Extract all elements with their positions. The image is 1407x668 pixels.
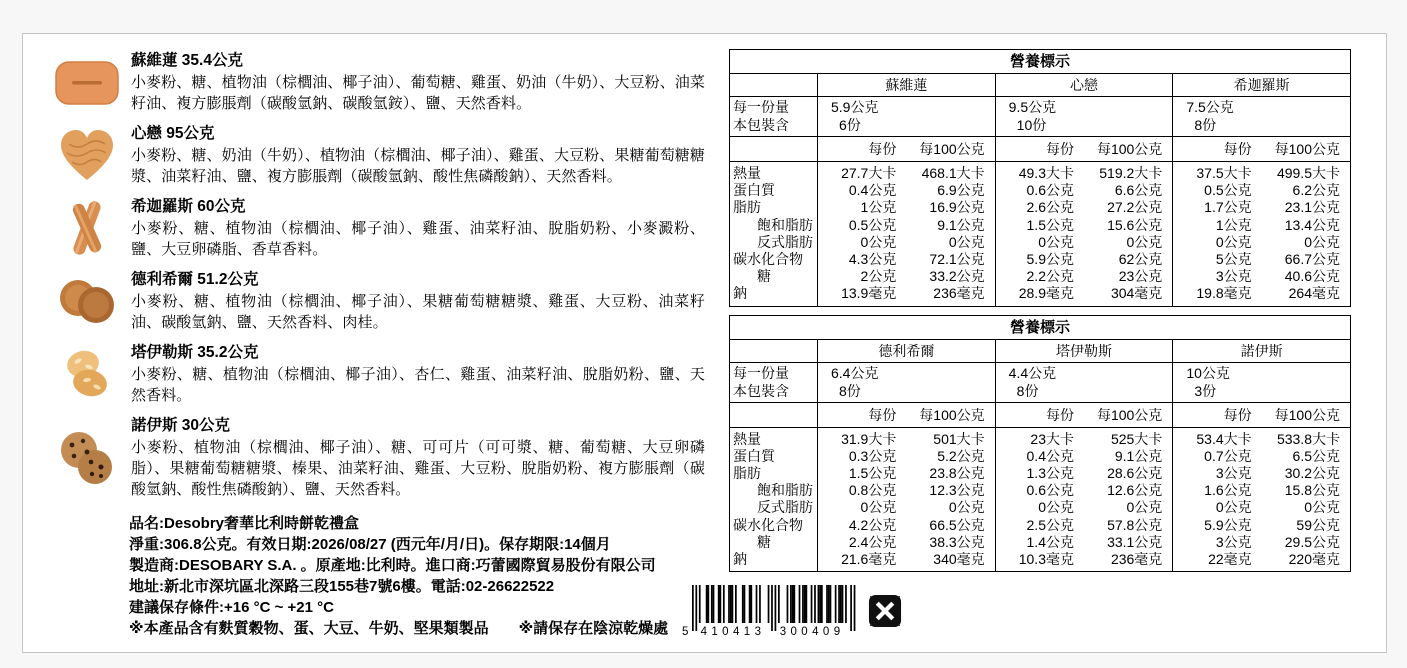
servings-count: 8份 [1194, 117, 1217, 133]
product-column-header: 諾伊斯 [1173, 339, 1351, 362]
nutrient-row [730, 162, 1351, 183]
nutrient-value: 0.6公克 [995, 482, 1084, 499]
serving-size-value: 6.4公克 [831, 364, 879, 381]
nutrient-value: 0.8公克 [818, 482, 907, 499]
product-name: 心戀 95公克 [131, 125, 215, 142]
package-contains-label: 本包裝含 [733, 382, 789, 399]
nutrient-value: 1公克 [1173, 217, 1262, 234]
product-info-line: 品名:Desobry奢華比利時餅乾禮盒 [129, 515, 360, 532]
nutrient-label: 反式脂肪 [757, 499, 813, 516]
nutrient-value: 0公克 [1173, 234, 1262, 251]
nutrient-label: 蛋白質 [733, 182, 775, 199]
nutrient-value: 38.3公克 [929, 533, 985, 550]
nutrient-label: 糖 [757, 533, 771, 550]
nutrient-value: 468.1大卡 [921, 165, 985, 181]
nutrient-value: 33.1公克 [1107, 533, 1163, 550]
nutrient-value: 22毫克 [1173, 551, 1262, 572]
round-cookies-image [45, 274, 129, 328]
product-info-line: 建議保存條件:+16 °C ~ +21 °C [129, 599, 334, 616]
product-text [129, 123, 705, 187]
empty-cell [730, 339, 818, 362]
product-column-header: 心戀 [995, 74, 1173, 97]
nutrient-value: 2.4公克 [818, 534, 907, 551]
wafer-rolls-image [45, 197, 129, 259]
product-info-line: 製造商:DESOBARY S.A. 。原產地:比利時。進口商:巧蕾國際貿易股份有限公司 [129, 557, 656, 574]
nutrient-value: 340毫克 [933, 551, 985, 568]
label-card [22, 33, 1387, 653]
nutrition-table-2 [729, 315, 1351, 573]
nutrient-label: 鈉 [733, 285, 747, 302]
serving-size-value: 4.4公克 [1008, 364, 1057, 381]
nutrient-value: 236毫克 [933, 285, 985, 302]
barcode-area [681, 585, 902, 637]
nutrient-label: 熱量 [733, 165, 761, 181]
nutrient-label: 脂肪 [733, 465, 761, 482]
nutrient-value: 15.8公克 [1284, 482, 1340, 499]
product-block [45, 196, 705, 260]
product-info-block [129, 513, 705, 639]
serving-size-value: 9.5公克 [1008, 99, 1057, 115]
barcode-digits: 300409 [779, 626, 845, 637]
nutrient-value: 3公克 [1173, 534, 1262, 551]
nutrient-value: 1.4公克 [995, 534, 1084, 551]
nutrient-value: 27.2公克 [1107, 199, 1163, 216]
nutrient-value: 1公克 [818, 199, 907, 216]
nutrient-row [730, 534, 1351, 551]
product-text [129, 342, 705, 406]
nutrient-value: 1.5公克 [818, 465, 907, 482]
nutrient-row [730, 448, 1351, 465]
nutrient-value: 0公克 [1304, 233, 1340, 250]
nutrient-value: 27.7大卡 [818, 162, 907, 183]
product-block [45, 415, 705, 500]
nutrient-value: 23.8公克 [929, 465, 985, 482]
serving-info [818, 97, 996, 137]
empty-cell [730, 74, 818, 97]
product-text [129, 415, 705, 500]
serving-info [818, 362, 996, 402]
nutrient-row [730, 285, 1351, 306]
per-100g-header: 每100公克 [906, 402, 995, 427]
product-column-header: 蘇維蓮 [818, 74, 996, 97]
nutrition-column [729, 49, 1351, 580]
nutrient-value: 220毫克 [1288, 551, 1340, 568]
nutrient-value: 33.2公克 [929, 268, 985, 285]
nutrient-value: 0.4公克 [818, 182, 907, 199]
product-ingredients: 小麥粉、糖、植物油（棕櫚油、椰子油）、葡萄糖、雞蛋、奶油（牛奶）、大豆粉、油菜籽油、複方膨脹劑（碳酸氫鈉、碳酸氫銨）、鹽、天然香料。 [131, 74, 705, 112]
serving-size-label: 每一份量 [733, 99, 789, 115]
serving-size-value: 7.5公克 [1186, 99, 1234, 115]
nutrient-value: 2公克 [818, 268, 907, 285]
nutrient-value: 2.6公克 [995, 199, 1084, 216]
nutrient-value: 1.7公克 [1173, 199, 1262, 216]
per-100g-header: 每100公克 [1084, 137, 1173, 162]
nutrient-value: 40.6公克 [1284, 268, 1340, 285]
nutrition-table-1 [729, 49, 1351, 307]
serving-info [1173, 97, 1351, 137]
per-serving-header: 每份 [995, 137, 1084, 162]
table-title: 營養標示 [730, 50, 1351, 74]
nutrient-value: 28.9毫克 [995, 285, 1084, 306]
product-name: 希迦羅斯 60公克 [131, 198, 246, 215]
per-serving-header: 每份 [818, 137, 907, 162]
serving-row-label [730, 97, 818, 137]
product-name: 蘇維蓮 35.4公克 [131, 52, 243, 69]
nutrient-value: 236毫克 [1110, 551, 1163, 568]
serving-info [995, 362, 1173, 402]
nutrient-value: 59公克 [1296, 516, 1340, 533]
product-ingredients: 小麥粉、植物油（棕櫚油、椰子油）、糖、可可片（可可漿、糖、葡萄糖、大豆卵磷脂）、果糖葡萄糖糖漿、榛果、油菜籽油、雞蛋、大豆粉、脫脂奶粉、複方膨脹劑（碳酸氫鈉、酸性焦磷酸鈉）、鹽、天然香料。 [131, 439, 705, 498]
package-contains-label: 本包裝含 [733, 117, 789, 133]
nutrient-row [730, 217, 1351, 234]
serving-size-value: 10公克 [1186, 364, 1230, 381]
product-text [129, 196, 705, 260]
nutrient-value: 0.5公克 [818, 217, 907, 234]
nutrient-value: 9.1公克 [937, 216, 985, 233]
nutrient-value: 30.2公克 [1284, 465, 1340, 482]
nutrient-value: 2.5公克 [995, 517, 1084, 534]
product-ingredients: 小麥粉、糖、奶油（牛奶）、植物油（棕櫚油、椰子油）、雞蛋、大豆粉、果糖葡萄糖糖漿、油菜籽油、鹽、複方膨脹劑（碳酸氫鈉、酸性焦磷酸鈉）、天然香料。 [131, 147, 705, 185]
recycling-icon [868, 594, 902, 628]
nutrient-value: 0公克 [1173, 499, 1262, 516]
nutrient-value: 29.5公克 [1284, 533, 1340, 550]
nutrient-value: 0公克 [995, 499, 1084, 516]
nutrient-row [730, 499, 1351, 516]
per-100g-header: 每100公克 [1262, 137, 1351, 162]
nutrient-value: 6.9公克 [937, 182, 985, 199]
nutrient-label: 脂肪 [733, 199, 761, 216]
per-serving-header: 每份 [1173, 402, 1262, 427]
nutrient-value: 5.9公克 [995, 251, 1084, 268]
nutrient-value: 23大卡 [995, 427, 1084, 448]
nutrient-value: 0.4公克 [995, 448, 1084, 465]
product-name: 德利希爾 51.2公克 [131, 271, 259, 288]
nutrient-value: 49.3大卡 [995, 162, 1084, 183]
nutrient-value: 5公克 [1173, 251, 1262, 268]
product-text [129, 269, 705, 333]
nutrient-value: 9.1公克 [1114, 447, 1163, 464]
ingredients-column [45, 50, 705, 639]
barcode-digits: 410413 [700, 626, 766, 637]
nutrient-value: 0.5公克 [1173, 182, 1262, 199]
nutrient-label: 碳水化合物 [733, 516, 803, 533]
product-block [45, 269, 705, 333]
per-serving-header: 每份 [1173, 137, 1262, 162]
product-column-header: 德利希爾 [818, 339, 996, 362]
nutrient-value: 13.4公克 [1284, 216, 1340, 233]
nutrient-value: 66.5公克 [929, 516, 985, 533]
nutrient-row [730, 427, 1351, 448]
nutrient-label: 蛋白質 [733, 447, 775, 464]
nutrient-value: 15.6公克 [1107, 216, 1163, 233]
product-column-header: 希迦羅斯 [1173, 74, 1351, 97]
servings-count: 10份 [1016, 117, 1047, 133]
nutrient-label: 糖 [757, 268, 771, 285]
nutrient-value: 23.1公克 [1284, 199, 1340, 216]
nutrient-label: 碳水化合物 [733, 251, 803, 268]
table-title: 營養標示 [730, 315, 1351, 339]
serving-size-value: 5.9公克 [831, 99, 879, 115]
nutrient-value: 62公克 [1118, 251, 1163, 268]
per-serving-header: 每份 [818, 402, 907, 427]
barcode [681, 585, 861, 637]
nutrient-value: 304毫克 [1110, 285, 1163, 302]
nutrient-value: 519.2大卡 [1099, 165, 1163, 181]
nutrient-value: 31.9大卡 [818, 427, 907, 448]
product-ingredients: 小麥粉、糖、植物油（棕櫚油、椰子油）、果糖葡萄糖糖漿、雞蛋、大豆粉、油菜籽油、碳酸氫鈉、鹽、天然香料、肉桂。 [131, 293, 705, 331]
nutrient-value: 2.2公克 [995, 268, 1084, 285]
nutrient-value: 533.8大卡 [1276, 430, 1340, 447]
nutrient-value: 0公克 [818, 499, 907, 516]
nutrient-value: 12.6公克 [1107, 482, 1163, 499]
product-text [129, 50, 705, 114]
nutrient-value: 501大卡 [933, 430, 985, 447]
servings-count: 8份 [839, 382, 861, 399]
nutrient-value: 1.6公克 [1173, 482, 1262, 499]
nutrient-value: 66.7公克 [1284, 251, 1340, 268]
per-100g-header: 每100公克 [906, 137, 995, 162]
nutrient-value: 0公克 [1126, 499, 1163, 516]
nutrient-row [730, 465, 1351, 482]
serving-info [1173, 362, 1351, 402]
nutrient-value: 0公克 [1304, 499, 1340, 516]
product-block [45, 123, 705, 187]
nutrient-row [730, 551, 1351, 572]
nutrient-value: 57.8公克 [1107, 516, 1163, 533]
nutrient-value: 0.7公克 [1173, 448, 1262, 465]
nutrient-label: 熱量 [733, 430, 761, 447]
product-name: 諾伊斯 30公克 [131, 417, 231, 434]
nutrient-row [730, 182, 1351, 199]
nutrient-row [730, 251, 1351, 268]
servings-count: 6份 [839, 117, 861, 133]
nutrient-value: 0公克 [948, 233, 985, 250]
servings-count: 3份 [1194, 382, 1217, 399]
nutrient-value: 264毫克 [1288, 285, 1340, 302]
nutrient-label: 飽和脂肪 [757, 482, 813, 499]
nutrient-value: 12.3公克 [929, 482, 985, 499]
nutrient-value: 28.6公克 [1107, 465, 1163, 482]
nutrient-value: 0公克 [995, 234, 1084, 251]
product-ingredients: 小麥粉、糖、植物油（棕櫚油、椰子油）、杏仁、雞蛋、油菜籽油、脫脂奶粉、鹽、天然香料。 [131, 366, 705, 404]
nutrient-value: 1.5公克 [995, 217, 1084, 234]
nutrient-value: 0公克 [948, 499, 985, 516]
almond-thins-image [45, 346, 129, 402]
nutrient-row [730, 482, 1351, 499]
nutrient-label: 反式脂肪 [757, 233, 813, 250]
nutrient-value: 37.5大卡 [1173, 162, 1262, 183]
nutrient-value: 19.8毫克 [1173, 285, 1262, 306]
nutrient-value: 0.6公克 [995, 182, 1084, 199]
serving-row-label [730, 362, 818, 402]
serving-info [995, 97, 1173, 137]
product-column-header: 塔伊勒斯 [995, 339, 1173, 362]
nutrient-row [730, 234, 1351, 251]
nutrient-value: 0.3公克 [818, 448, 907, 465]
product-block [45, 50, 705, 114]
empty-cell [730, 137, 818, 162]
nutrient-label: 飽和脂肪 [757, 216, 813, 233]
product-info-line: 淨重:306.8公克。有效日期:2026/08/27 (西元年/月/日)。保存期限:14個月 [129, 536, 611, 553]
nutrient-value: 525大卡 [1110, 430, 1163, 447]
nutrient-value: 6.2公克 [1292, 182, 1340, 199]
nutrient-value: 72.1公克 [929, 251, 985, 268]
nutrient-value: 499.5大卡 [1276, 165, 1340, 181]
nutrient-value: 23公克 [1118, 268, 1163, 285]
per-100g-header: 每100公克 [1262, 402, 1351, 427]
product-ingredients: 小麥粉、糖、植物油（棕櫚油、椰子油）、雞蛋、油菜籽油、脫脂奶粉、小麥澱粉、鹽、大豆卵磷脂、香草香料。 [131, 220, 705, 258]
product-info-line: ※本產品含有麩質穀物、蛋、大豆、牛奶、堅果類製品 ※請保存在陰涼乾燥處 [129, 620, 669, 637]
chocolate-chip-cookies-image [45, 429, 129, 487]
nutrient-value: 21.6毫克 [818, 551, 907, 572]
rectangular-biscuit-image [45, 55, 129, 109]
nutrient-value: 53.4大卡 [1173, 427, 1262, 448]
product-block [45, 342, 705, 406]
nutrient-value: 3公克 [1173, 465, 1262, 482]
nutrient-value: 3公克 [1173, 268, 1262, 285]
nutrient-value: 0公克 [818, 234, 907, 251]
barcode-digits: 5 [682, 626, 689, 637]
nutrient-value: 13.9毫克 [818, 285, 907, 306]
nutrient-value: 0公克 [1126, 233, 1163, 250]
nutrient-value: 5.2公克 [937, 447, 985, 464]
nutrient-value: 6.6公克 [1114, 182, 1163, 199]
per-serving-header: 每份 [995, 402, 1084, 427]
empty-cell [730, 402, 818, 427]
product-info-line: 地址:新北市深坑區北深路三段155巷7號6樓。電話:02-26622522 [129, 578, 555, 595]
per-100g-header: 每100公克 [1084, 402, 1173, 427]
servings-count: 8份 [1016, 382, 1039, 399]
nutrient-row [730, 199, 1351, 216]
nutrient-row [730, 517, 1351, 534]
serving-size-label: 每一份量 [733, 364, 789, 381]
heart-cookie-image [45, 126, 129, 184]
nutrient-value: 6.5公克 [1292, 447, 1340, 464]
nutrient-value: 10.3毫克 [995, 551, 1084, 572]
product-name: 塔伊勒斯 35.2公克 [131, 344, 259, 361]
nutrient-value: 1.3公克 [995, 465, 1084, 482]
nutrient-value: 4.3公克 [818, 251, 907, 268]
nutrient-value: 4.2公克 [818, 517, 907, 534]
nutrient-value: 5.9公克 [1173, 517, 1262, 534]
nutrient-label: 鈉 [733, 551, 747, 568]
nutrient-row [730, 268, 1351, 285]
nutrient-value: 16.9公克 [929, 199, 985, 216]
